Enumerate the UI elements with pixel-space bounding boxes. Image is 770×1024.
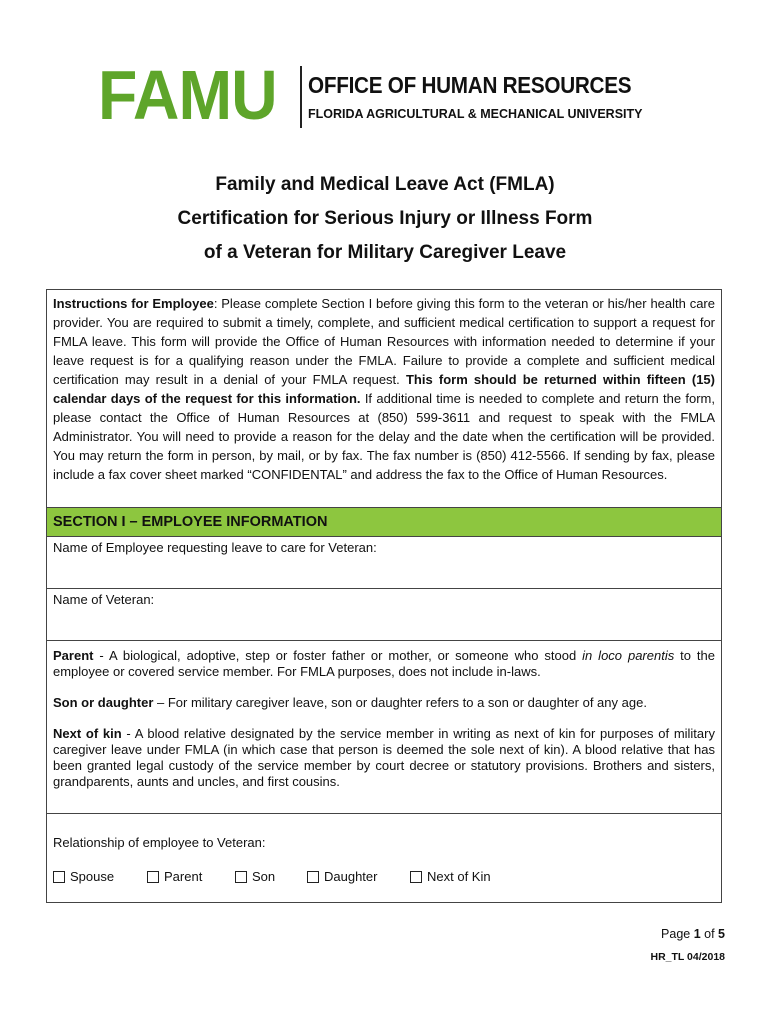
- definitions-block: [47, 641, 721, 814]
- university-name: FLORIDA AGRICULTURAL & MECHANICAL UNIVERSITY: [308, 107, 643, 121]
- instructions-lead: Instructions for Employee: [53, 296, 214, 311]
- definition-son-daughter: [53, 695, 715, 711]
- checkbox-square-icon[interactable]: [235, 871, 247, 883]
- instructions-text-2: If additional time is needed to complete and return the form, please contact the Office of Human Resources at (850) 599-3611 and request to speak with the FMLA Administrator. You will need to provide a reason for the delay and the date when the certification will be provided. You may return the form in person, by mail, or by fax. The fax number is (850) 412-5566. If sending by fax, please include a fax cover sheet marked “CONFIDENTAL” and address the fax to the Office of Human Resources.: [53, 391, 715, 482]
- definition-kin-term: Next of kin: [53, 726, 122, 741]
- checkbox-square-icon[interactable]: [410, 871, 422, 883]
- instructions-text-1: : Please complete Section I before giving this form to the veteran or his/her health care provider. You are required to submit a timely, complete, and sufficient medical certification to support a request for FMLA leave. This form will provide the Office of Human Resources with information needed to determine if your leave request is for a qualifying reason under the FMLA. Failure to provide a complete and sufficient medical certification may result in a denial of your FMLA request.: [53, 296, 715, 387]
- checkbox-spouse[interactable]: [53, 868, 114, 886]
- checkbox-daughter-label: Daughter: [324, 869, 378, 884]
- checkbox-daughter[interactable]: [307, 868, 377, 886]
- employee-name-field[interactable]: [47, 537, 721, 589]
- veteran-name-label: Name of Veteran:: [53, 592, 155, 607]
- definition-parent-italic: in loco parentis: [582, 648, 675, 663]
- checkbox-next-of-kin-label: Next of Kin: [427, 869, 491, 884]
- checkbox-son[interactable]: [235, 868, 275, 886]
- title-line-3: of a Veteran for Military Caregiver Leave: [203, 242, 567, 263]
- form-title: [0, 168, 770, 270]
- checkbox-parent[interactable]: [147, 868, 202, 886]
- definition-kin-text: - A blood relative designated by the service member in writing as next of kin for purposes of military caregiver leave under FMLA (in which case that person is deemed the sole next of kin). A blood relative that has been granted legal custody of the service member by court decree or statutory provisions. Brothers and sisters, grandparents, aunts and uncles, and first cousins.: [53, 726, 715, 789]
- instructions-paragraph: [53, 294, 715, 484]
- checkbox-parent-label: Parent: [164, 869, 203, 884]
- section-1-title: SECTION I – EMPLOYEE INFORMATION: [53, 514, 328, 530]
- page-prefix: Page: [661, 927, 694, 941]
- employee-name-label: Name of Employee requesting leave to care for Veteran:: [53, 540, 377, 555]
- checkbox-square-icon[interactable]: [53, 871, 65, 883]
- definition-son-text: – For military caregiver leave, son or daughter refers to a son or daughter of any age.: [153, 695, 647, 710]
- checkbox-son-label: Son: [252, 869, 276, 884]
- form-code: HR_TL 04/2018: [650, 951, 725, 963]
- relationship-block: [47, 814, 721, 902]
- definition-parent: [53, 648, 715, 680]
- definitions: [53, 648, 715, 805]
- veteran-name-field[interactable]: [47, 589, 721, 641]
- form-box: [46, 289, 722, 903]
- relationship-label: Relationship of employee to Veteran:: [53, 835, 266, 850]
- definition-parent-term: Parent: [53, 648, 94, 663]
- famu-logo: FAMU: [98, 56, 277, 134]
- logo-divider: [300, 66, 302, 128]
- page-current: 1: [693, 927, 701, 941]
- definition-next-of-kin: [53, 726, 715, 790]
- checkbox-square-icon[interactable]: [307, 871, 319, 883]
- office-title: OFFICE OF HUMAN RESOURCES: [308, 72, 632, 98]
- checkbox-spouse-label: Spouse: [70, 869, 115, 884]
- title-line-1: Family and Medical Leave Act (FMLA): [215, 174, 555, 195]
- checkbox-square-icon[interactable]: [147, 871, 159, 883]
- page-total: 5: [718, 927, 725, 941]
- page-of: of: [700, 927, 719, 941]
- checkbox-next-of-kin[interactable]: [410, 868, 491, 886]
- instructions-deadline: This form should be returned within fifteen (15) calendar days of the request for this information.: [53, 372, 715, 406]
- definition-parent-text-a: - A biological, adoptive, step or foster father or mother, or someone who stood: [93, 648, 583, 663]
- page-number: [661, 926, 725, 942]
- relationship-options: [53, 868, 713, 888]
- title-line-2: Certification for Serious Injury or Illness Form: [177, 208, 593, 229]
- section-1-header: [47, 507, 721, 537]
- definition-son-term: Son or daughter: [53, 695, 154, 710]
- definition-parent-text-b: to the employee or covered service member. For FMLA purposes, does not include in-laws.: [53, 648, 716, 679]
